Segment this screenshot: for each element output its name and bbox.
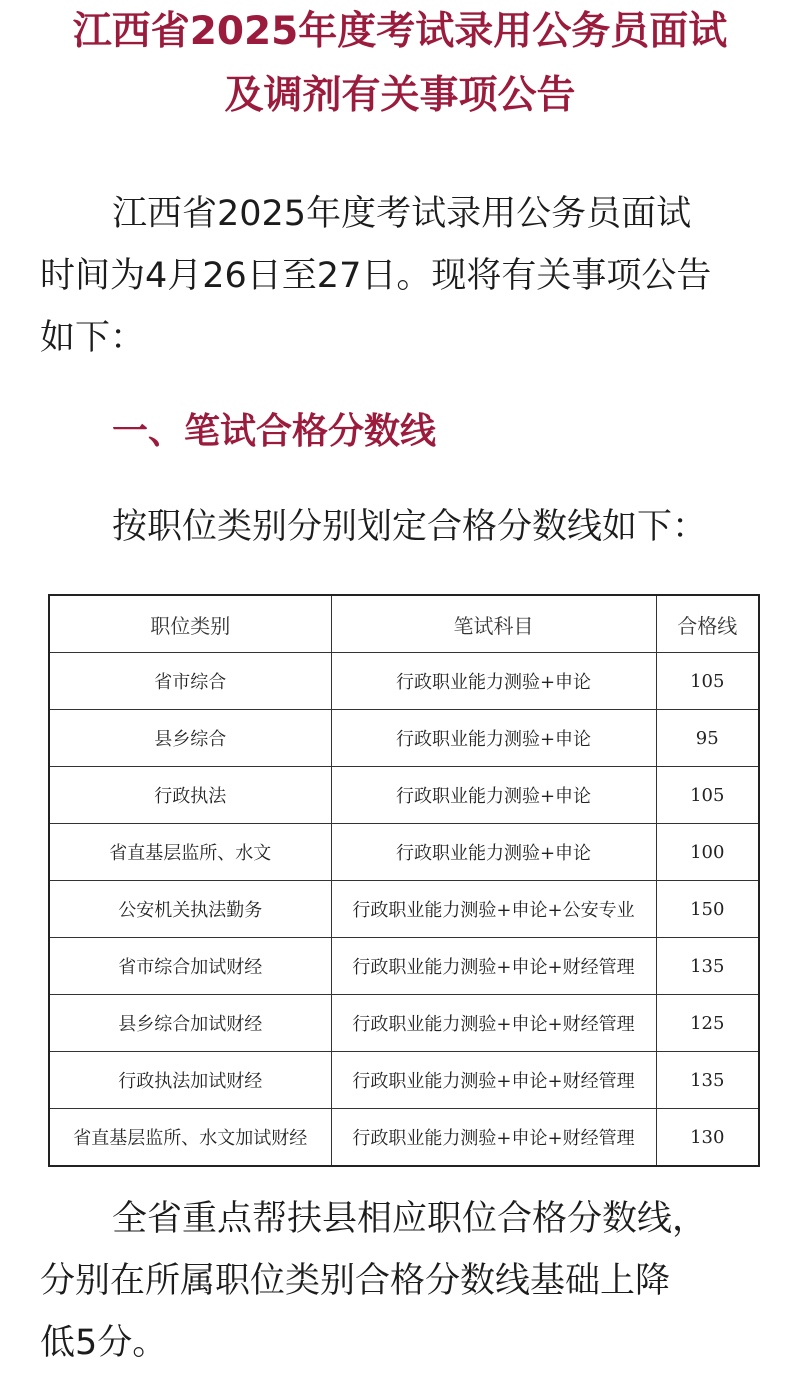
- cell-subjects: 行政职业能力测验+申论: [331, 653, 656, 710]
- intro-line-1: 江西省2025年度考试录用公务员面试: [112, 194, 692, 234]
- cell-category: 行政执法: [49, 767, 331, 824]
- cell-score: 135: [656, 938, 759, 995]
- intro-line-3: 如下：: [40, 318, 146, 358]
- section-lead-paragraph: [40, 496, 770, 558]
- table-row: [49, 710, 759, 767]
- cell-score: 125: [656, 995, 759, 1052]
- column-header-subjects: 笔试科目: [331, 595, 656, 653]
- note-paragraph: [40, 1188, 770, 1374]
- cell-subjects: 行政职业能力测验+申论+财经管理: [331, 1109, 656, 1167]
- note-line-3: 低5分。: [40, 1323, 168, 1363]
- cell-category: 县乡综合加试财经: [49, 995, 331, 1052]
- cell-category: 省市综合加试财经: [49, 938, 331, 995]
- score-table: [48, 594, 760, 1167]
- table-header-row: [49, 595, 759, 653]
- cell-subjects: 行政职业能力测验+申论: [331, 710, 656, 767]
- cell-score: 105: [656, 653, 759, 710]
- cell-score: 105: [656, 767, 759, 824]
- column-header-category: 职位类别: [49, 595, 331, 653]
- table-row: [49, 881, 759, 938]
- intro-line-2: 时间为4月26日至27日。现将有关事项公告: [40, 256, 712, 296]
- table-row: [49, 1052, 759, 1109]
- table-row: [49, 995, 759, 1052]
- table-row: [49, 938, 759, 995]
- note-line-2: 分别在所属职位类别合格分数线基础上降: [40, 1261, 671, 1301]
- cell-subjects: 行政职业能力测验+申论+财经管理: [331, 1052, 656, 1109]
- table-row: [49, 1109, 759, 1167]
- cell-score: 130: [656, 1109, 759, 1167]
- table-row: [49, 653, 759, 710]
- cell-score: 100: [656, 824, 759, 881]
- cell-subjects: 行政职业能力测验+申论+公安专业: [331, 881, 656, 938]
- cell-category: 行政执法加试财经: [49, 1052, 331, 1109]
- cell-category: 省直基层监所、水文: [49, 824, 331, 881]
- cell-subjects: 行政职业能力测验+申论+财经管理: [331, 938, 656, 995]
- page-title-line-2: 及调剂有关事项公告: [224, 73, 576, 118]
- cell-category: 省直基层监所、水文加试财经: [49, 1109, 331, 1167]
- cell-category: 公安机关执法勤务: [49, 881, 331, 938]
- cell-score: 135: [656, 1052, 759, 1109]
- cell-subjects: 行政职业能力测验+申论: [331, 824, 656, 881]
- cell-score: 95: [656, 710, 759, 767]
- section-heading: 一、笔试合格分数线: [112, 411, 437, 452]
- score-table-container: [48, 594, 758, 1168]
- intro-paragraph: [40, 183, 770, 369]
- column-header-score: 合格线: [656, 595, 759, 653]
- section-lead-line: 按职位类别分别划定合格分数线如下：: [112, 507, 708, 547]
- cell-category: 省市综合: [49, 653, 331, 710]
- note-line-1: 全省重点帮扶县相应职位合格分数线，: [112, 1199, 708, 1239]
- table-row: [49, 824, 759, 881]
- table-row: [49, 767, 759, 824]
- page-title-line-1: 江西省2025年度考试录用公务员面试: [72, 9, 728, 54]
- cell-category: 县乡综合: [49, 710, 331, 767]
- cell-subjects: 行政职业能力测验+申论+财经管理: [331, 995, 656, 1052]
- cell-score: 150: [656, 881, 759, 938]
- cell-subjects: 行政职业能力测验+申论: [331, 767, 656, 824]
